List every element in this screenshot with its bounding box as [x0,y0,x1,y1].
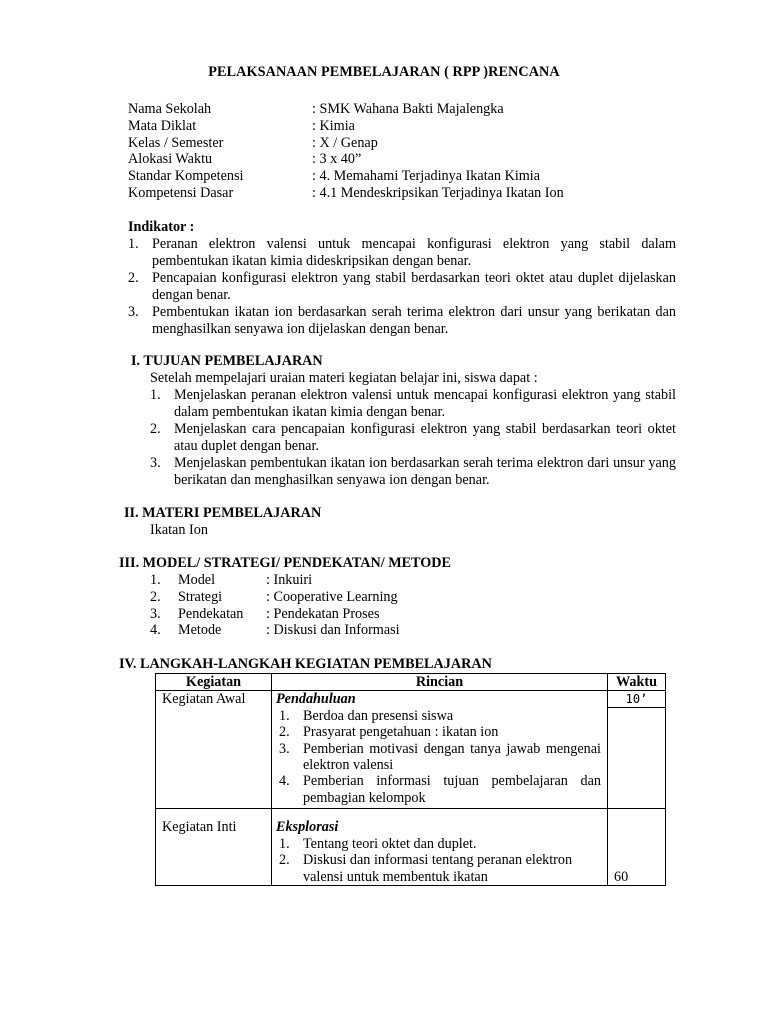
rincian-cell [272,809,608,886]
item-number: 1. [128,236,139,252]
info-label: Standar Kompetensi [128,168,244,185]
item-text: Pemberian motivasi dengan tanya jawab mengenai elektron valensi [303,740,601,774]
list-item [150,572,400,589]
list-item [150,455,676,489]
tujuan-list [150,387,676,489]
info-value: : 3 x 40” [312,151,362,168]
item-text: Diskusi dan informasi tentang peranan elektron valensi untuk membentuk ikatan [303,852,573,885]
table-header-row [156,674,666,691]
item-number: 2. [279,724,290,741]
info-value: : 4. Memahami Terjadinya Ikatan Kimia [312,168,541,185]
rincian-subtitle: Pendahuluan [276,691,356,708]
activity-table [155,673,666,886]
item-text: Berdoa dan presensi siswa [303,707,454,724]
tujuan-intro: Setelah mempelajari uraian materi kegiatan belajar ini, siswa dapat : [150,370,538,386]
kegiatan-cell: Kegiatan Inti [156,809,272,886]
info-label: Alokasi Waktu [128,151,213,168]
info-value: : SMK Wahana Bakti Majalengka [312,101,504,117]
list-item [150,387,676,421]
item-key: Pendekatan [178,605,244,622]
list-item [128,270,676,304]
item-number: 3. [150,605,161,622]
info-row [128,168,564,185]
item-text: Menjelaskan pembentukan ikatan ion berdasarkan serah terima elektron dari unsur yang berikatan dan menghasilkan senyawa ion dengan benar. [174,455,676,488]
indikator-list [128,236,676,338]
rincian-list [276,708,601,806]
list-item [128,236,676,270]
waktu-value: 10’ [608,691,665,708]
info-label: Kompetensi Dasar [128,184,234,201]
item-number: 4. [279,773,290,790]
list-item [276,773,601,806]
kegiatan-cell: Kegiatan Awal [156,691,272,809]
item-number: 1. [150,572,161,588]
waktu-cell [608,691,666,809]
item-number: 2. [128,270,139,286]
waktu-value: 60 [608,809,666,886]
item-value: : Inkuiri [266,572,313,588]
item-key: Metode [178,622,222,639]
materi-content: Ikatan Ion [150,522,208,538]
info-row [128,135,564,152]
item-value: : Cooperative Learning [266,588,398,605]
item-number: 2. [150,588,161,605]
rincian-list [276,836,601,885]
table-row [156,691,666,809]
info-value: : X / Genap [312,134,378,151]
list-item [276,852,601,885]
info-row [128,151,564,168]
list-item [276,708,601,724]
item-number: 4. [150,622,161,639]
langkah-heading: IV. LANGKAH-LANGKAH KEGIATAN PEMBELAJARAN [119,656,492,672]
info-value: : Kimia [312,117,355,134]
list-item [276,724,601,740]
info-row [128,118,564,135]
info-row [128,101,564,118]
column-header: Waktu [608,674,666,691]
list-item [276,836,601,852]
list-item [150,622,400,639]
item-number: 3. [279,740,290,757]
item-number: 2. [279,852,290,869]
model-list [150,572,400,639]
item-text: Menjelaskan cara pencapaian konfigurasi elektron yang stabil berdasarkan teori oktet atau duplet dengan benar. [174,421,676,454]
model-heading: III. MODEL/ STRATEGI/ PENDEKATAN/ METODE [119,555,452,571]
item-text: Menjelaskan peranan elektron valensi untuk mencapai konfigurasi elektron yang stabil dalam pembentukan ikatan kimia dengan benar. [174,387,676,420]
info-row [128,185,564,202]
info-value: : 4.1 Mendeskripsikan Terjadinya Ikatan Ion [312,184,564,201]
item-number: 1. [279,835,290,852]
item-text: Peranan elektron valensi untuk mencapai konfigurasi elektron yang stabil dalam pembentukan ikatan kimia dideskripsikan dengan benar. [152,236,676,269]
rincian-cell [272,691,608,809]
school-info [128,101,564,202]
list-item [128,304,676,338]
list-item [276,741,601,774]
info-label: Mata Diklat [128,117,197,134]
info-label: Nama Sekolah [128,101,212,117]
item-text: Pembentukan ikatan ion berdasarkan serah terima elektron dari unsur yang berikatan dan menghasilkan senyawa ion dijelaskan dengan benar. [152,304,676,337]
indikator-heading: Indikator : [128,219,195,235]
list-item [150,421,676,455]
item-value: : Diskusi dan Informasi [266,622,400,639]
list-item [150,589,400,606]
item-value: : Pendekatan Proses [266,605,380,622]
item-text: Pemberian informasi tujuan pembelajaran dan pembagian kelompok [303,773,601,806]
tujuan-heading: I. TUJUAN PEMBELAJARAN [131,353,323,369]
item-number: 1. [279,707,290,724]
rincian-subtitle: Eksplorasi [276,819,339,836]
item-key: Strategi [178,588,223,605]
column-header: Kegiatan [156,674,272,691]
item-text: Prasyarat pengetahuan : ikatan ion [303,724,499,741]
table-row [156,809,666,886]
item-key: Model [178,572,216,588]
item-number: 1. [150,387,161,403]
item-text: Pencapaian konfigurasi elektron yang stabil berdasarkan teori oktet atau duplet dijelaskan dengan benar. [152,270,676,303]
item-number: 3. [150,455,161,471]
list-item [150,606,400,623]
item-number: 2. [150,421,161,437]
materi-heading: II. MATERI PEMBELAJARAN [124,505,322,521]
page-title: PELAKSANAAN PEMBELAJARAN ( RPP )RENCANA [208,64,560,80]
info-label: Kelas / Semester [128,134,224,151]
item-number: 3. [128,304,139,320]
item-text: Tentang teori oktet dan duplet. [303,835,477,852]
column-header: Rincian [272,674,608,691]
